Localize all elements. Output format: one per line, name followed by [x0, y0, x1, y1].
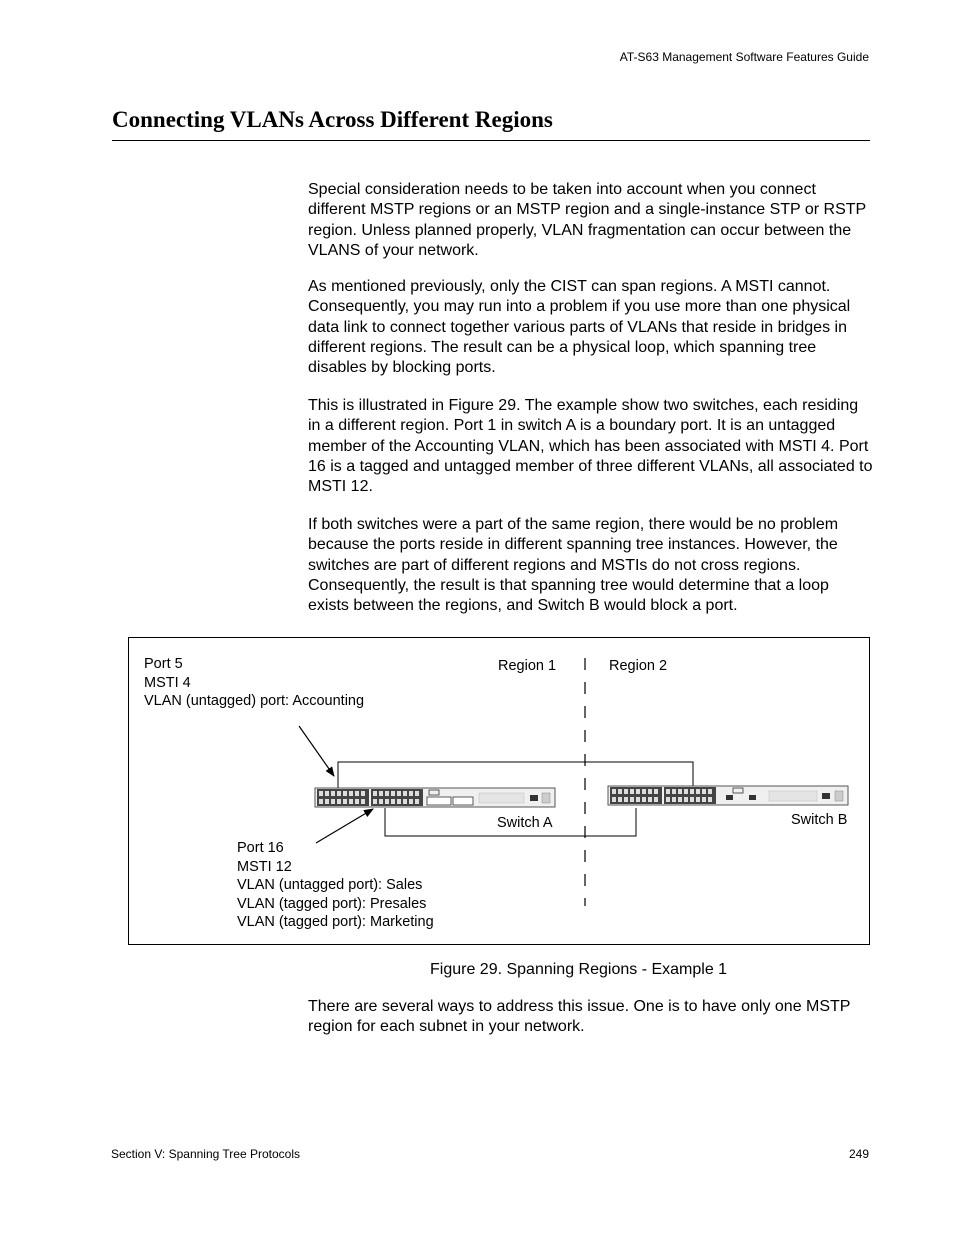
port16-line: VLAN (tagged port): Marketing: [237, 914, 434, 931]
port16-arrow: [316, 809, 373, 843]
paragraph-5: There are several ways to address this issue. One is to have only one MSTP region for each subnet in your network.: [308, 998, 851, 1036]
title-rule: [112, 140, 870, 141]
paragraph-2: As mentioned previously, only the CIST can span regions. A MSTI cannot. Consequently, you may run into a problem if you use more than one physical data link to connect together various parts of VLANs that reside in bridges in different regions. The result can be a physical loop, which spanning tree disables by blocking ports.: [308, 278, 851, 377]
switch-a-device: [315, 788, 555, 807]
paragraph-1: Special consideration needs to be taken into account when you connect different MSTP regions or an MSTP region and a single-instance STP or RSTP region. Unless planned properly, VLAN fragmentation can occur between the VLANS of your network.: [308, 181, 866, 259]
port16-label: [237, 839, 434, 932]
port5-arrow: [299, 726, 334, 776]
link-port5: [338, 762, 693, 788]
port16-line: Port 16: [237, 840, 284, 856]
switch-b-label: Switch B: [791, 812, 848, 828]
paragraph-4: If both switches were a part of the same region, there would be no problem because the ports reside in different spanning tree instances. However, the switches are part of different regions and MSTIs do not cross regions. Consequently, the result is that spanning tree would determine that a loop exists between the regions, and Switch B would block a port.: [308, 516, 839, 615]
port5-label: [144, 655, 364, 711]
region-2-label: Region 2: [609, 658, 668, 674]
port16-line: VLAN (untagged port): Sales: [237, 877, 423, 894]
figure-caption: Figure 29. Spanning Regions - Example 1: [430, 961, 728, 978]
region-1-label: Region 1: [498, 658, 557, 674]
paragraph-3: This is illustrated in Figure 29. The example show two switches, each residing in a different region. Port 1 in switch A is a boundary port. It is an untagged member of the Accounting VLAN, which has been associated with MSTI 4. Port 16 is a tagged and untagged member of three different VLANs, all associated to MSTI 12.: [308, 397, 873, 496]
port5-line: MSTI 4: [144, 674, 191, 691]
port5-line: VLAN (untagged) port: Accounting: [144, 693, 365, 710]
port5-line: Port 5: [144, 656, 183, 672]
section-title: Connecting VLANs Across Different Regions: [112, 107, 553, 132]
footer-section: Section V: Spanning Tree Protocols: [111, 1147, 300, 1161]
running-header: AT-S63 Management Software Features Guide: [619, 50, 869, 64]
page-number: 249: [848, 1147, 869, 1161]
switch-a-label: Switch A: [497, 815, 553, 831]
figure-29: [128, 637, 870, 945]
port16-line: VLAN (tagged port): Presales: [237, 895, 427, 912]
switch-b-device: [608, 786, 848, 805]
port16-line: MSTI 12: [237, 858, 292, 875]
